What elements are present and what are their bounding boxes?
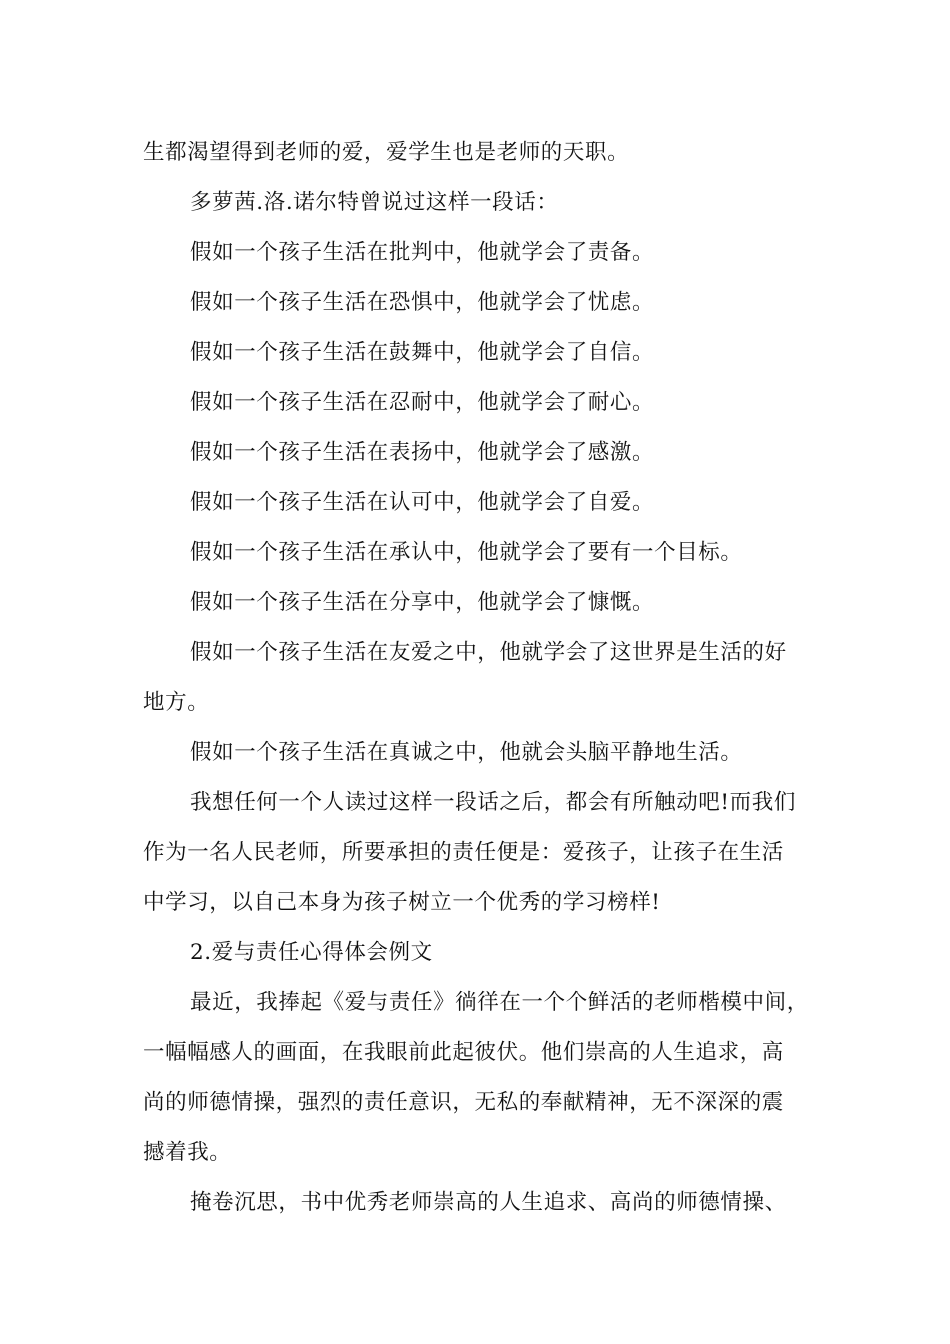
text-line: 假如一个孩子生活在承认中，他就学会了要有一个目标。 <box>190 540 743 565</box>
text-line: 假如一个孩子生活在恐惧中，他就学会了忧虑。 <box>190 290 655 315</box>
text-line: 掩卷沉思，书中优秀老师崇高的人生追求、高尚的师德情操、 <box>190 1190 787 1215</box>
text-line: 假如一个孩子生活在表扬中，他就学会了感激。 <box>190 440 655 465</box>
section-heading: 2.爱与责任心得体会例文 <box>190 940 433 965</box>
text-line: 尚的师德情操，强烈的责任意识，无私的奉献精神，无不深深的震 <box>143 1090 784 1115</box>
text-line: 中学习，以自己本身为孩子树立一个优秀的学习榜样! <box>143 890 661 915</box>
text-line: 作为一名人民老师，所要承担的责任便是：爱孩子，让孩子在生活 <box>143 840 784 865</box>
text-line: 假如一个孩子生活在鼓舞中，他就学会了自信。 <box>190 340 655 365</box>
text-line: 假如一个孩子生活在忍耐中，他就学会了耐心。 <box>190 390 655 415</box>
text-line: 生都渴望得到老师的爱，爱学生也是老师的天职。 <box>143 140 630 165</box>
text-line: 撼着我。 <box>143 1140 232 1165</box>
text-line: 假如一个孩子生活在认可中，他就学会了自爱。 <box>190 490 655 515</box>
text-line: 一幅幅感人的画面，在我眼前此起彼伏。他们崇高的人生追求，高 <box>143 1040 784 1065</box>
document-body <box>143 128 807 1228</box>
text-line: 假如一个孩子生活在批判中，他就学会了责备。 <box>190 240 655 265</box>
text-line: 假如一个孩子生活在分享中，他就学会了慷慨。 <box>190 590 655 615</box>
text-line: 我想任何一个人读过这样一段话之后，都会有所触动吧!而我们 <box>190 790 796 815</box>
text-line: 假如一个孩子生活在真诚之中，他就会头脑平静地生活。 <box>190 740 743 765</box>
text-line: 多萝茜.洛.诺尔特曾说过这样一段话： <box>190 190 559 215</box>
text-line: 地方。 <box>143 690 210 715</box>
text-line: 假如一个孩子生活在友爱之中，他就学会了这世界是生活的好 <box>190 640 787 665</box>
text-line: 最近，我捧起《爱与责任》徜徉在一个个鲜活的老师楷模中间， <box>190 990 809 1015</box>
